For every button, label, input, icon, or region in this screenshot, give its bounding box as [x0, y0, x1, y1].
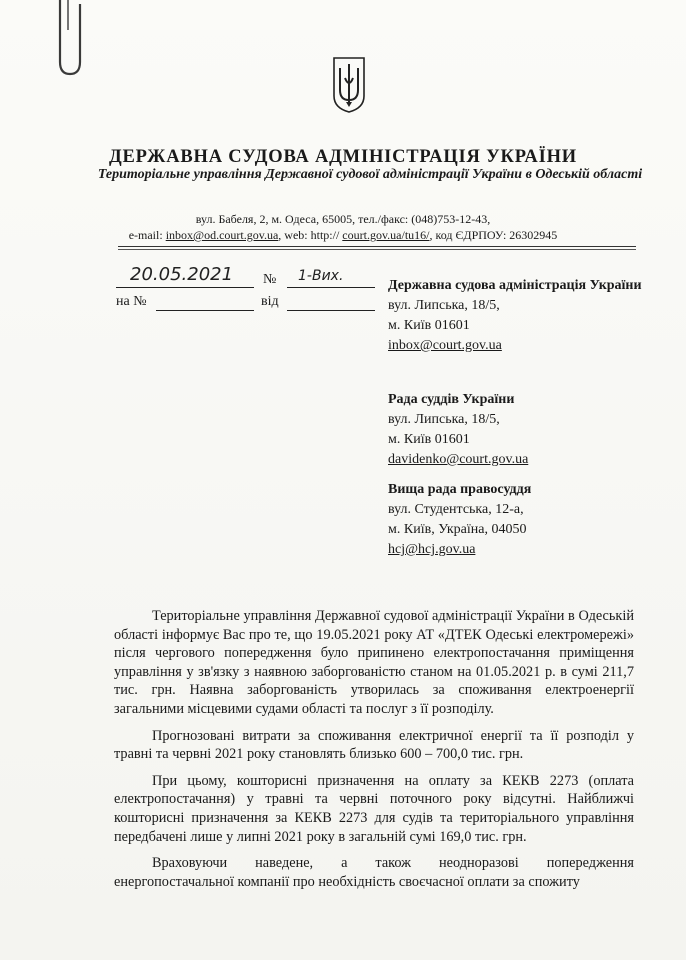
number-field-line	[287, 287, 375, 288]
recipient-block	[388, 480, 658, 560]
reference-number-line	[156, 310, 254, 311]
web-label: , web: http://	[278, 228, 343, 242]
recipient-city: м. Київ, Україна, 04050	[388, 522, 527, 537]
recipient-email-link[interactable]: davidenko@court.gov.ua	[388, 452, 529, 467]
recipient-name: Вища рада правосуддя	[388, 482, 532, 497]
body-paragraph: Територіальне управління Державної судової адміністрації України в Одеській області інформує Вас про те, що 19.05.2021 року АТ «ДТЕК Одеські електромережі» після чергового попередження було припинено електропостачання приміщення управління у зв'язку з наявною заборгованістю станом на 01.05.2021 р. в сумі 211,7 тис. грн. Наявна заборгованість утворилась за споживання електроенергії загальними місцевими судами області та послуг з її розподілу.	[114, 608, 634, 717]
reference-number-label: на №	[116, 294, 147, 309]
organization-address: вул. Бабеля, 2, м. Одеса, 65005, тел./факс: (048)753-12-43,	[195, 212, 491, 226]
body-paragraph: Прогнозовані витрати за споживання електричної енергії та її розподіл у травні та червні 2021 року становлять близько 600 – 700,0 тис. грн.	[114, 727, 634, 763]
organization-subdivision: Територіальне управління Державної судової адміністрації України в Одеській області	[97, 167, 643, 182]
email-label: e-mail:	[128, 228, 166, 242]
paperclip-icon	[52, 0, 92, 80]
reference-date-label: від	[261, 294, 279, 309]
recipient-email-link[interactable]: hcj@hcj.gov.ua	[388, 542, 476, 557]
edrpou-code: , код ЄДРПОУ: 26302945	[429, 228, 558, 242]
organization-title: ДЕРЖАВНА СУДОВА АДМІНІСТРАЦІЯ УКРАЇНИ	[109, 147, 577, 167]
header-divider-thin	[118, 249, 636, 250]
recipient-block	[388, 390, 658, 470]
recipient-city: м. Київ 01601	[388, 318, 470, 333]
number-label: №	[263, 272, 277, 287]
body-paragraph: При цьому, кошторисні призначення на оплату за КЕКВ 2273 (оплата електропостачання) у травні та червні поточного року відсутні. Найближчі кошторисні призначення за КЕКВ 2273 для судів та територіального управління передбачені лише у липні 2021 року в загальній сумі 169,0 тис. грн.	[114, 772, 634, 845]
recipient-email-link[interactable]: inbox@court.gov.ua	[388, 338, 502, 353]
body-paragraph: Враховуючи наведене, а також неодноразові попередження енергопостачальної компанії про необхідність своєчасної оплати за спожиту	[114, 855, 634, 890]
organization-contacts	[0, 228, 686, 243]
recipient-street: вул. Липська, 18/5,	[388, 298, 500, 313]
organization-email-link[interactable]: inbox@od.court.gov.ua	[165, 228, 279, 242]
recipient-city: м. Київ 01601	[388, 432, 470, 447]
letter-body	[114, 607, 634, 899]
recipient-name: Державна судова адміністрація України	[388, 278, 642, 293]
reference-date-line	[287, 310, 375, 311]
recipient-name: Рада суддів України	[388, 392, 515, 407]
handwritten-number: 1-Вих.	[298, 268, 344, 284]
header-divider	[118, 246, 636, 247]
date-field-line	[116, 287, 254, 288]
organization-web-link[interactable]: court.gov.ua/tu16/	[342, 228, 430, 242]
recipient-street: вул. Липська, 18/5,	[388, 412, 500, 427]
trident-emblem-icon	[332, 56, 366, 114]
handwritten-date: 20.05.2021	[130, 264, 234, 285]
recipient-block	[388, 276, 658, 356]
recipient-street: вул. Студентська, 12-а,	[388, 502, 524, 517]
